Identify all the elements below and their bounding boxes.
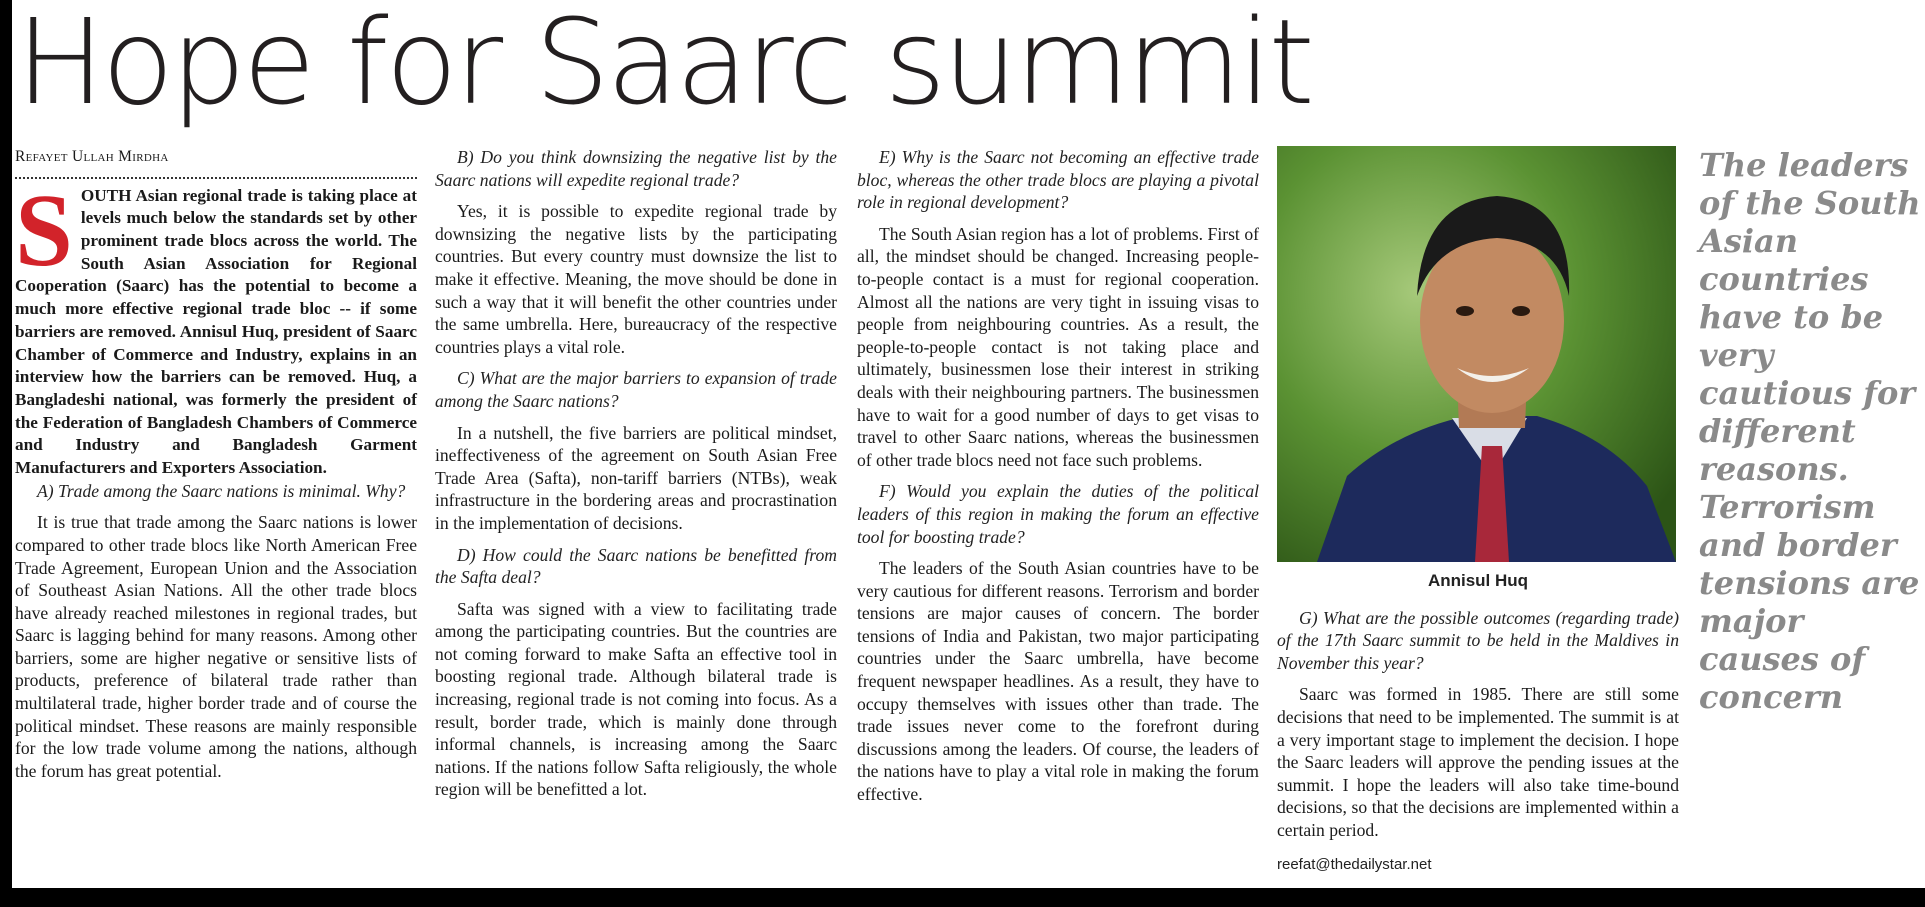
portrait-photo xyxy=(1277,146,1676,562)
answer-d: Safta was signed with a view to facilitating trade among the participating countries. But the countries are not coming forward to make Safta an effective tool in boosting regional trade. Although bilateral trade is increasing, regional trade is not coming into focus. As a result, border trade, which is mainly done through informal channels, is increasing among the Saarc nations. If the nations follow Safta religiously, the whole region will be benefitted a lot. xyxy=(435,598,837,800)
question-b: B) Do you think downsizing the negative list by the Saarc nations will expedite regional trade? xyxy=(435,147,837,190)
question-f: F) Would you explain the duties of the political leaders of this region in making the forum an effective tool for boosting trade? xyxy=(857,481,1259,547)
intro-paragraph xyxy=(15,172,417,480)
photo-caption: Annisul Huq xyxy=(1427,571,1529,590)
question-e: E) Why is the Saarc not becoming an effective trade bloc, whereas the other trade blocs are playing a pivotal role in regional development? xyxy=(857,147,1259,213)
newspaper-page xyxy=(12,0,1925,888)
column-2 xyxy=(435,146,837,810)
intro-text: OUTH Asian regional trade is taking place at levels much below the standards set by other prominent trade blocs across the world. The South Asian Association for Regional Cooperation (Saarc) has the potential to become a much more effective regional trade bloc -- if some barriers are removed. Annisul Huq, president of Saarc Chamber of Commerce and Industry, explains in an interview how the barriers can be removed. Huq, a Bangladeshi national, was formerly the president of the Federation of Bangladesh Chambers of Commerce and Industry and Bangladesh Garment Manufacturers and Exporters Association. xyxy=(15,185,417,478)
column-4 xyxy=(1277,146,1679,876)
author-email[interactable]: reefat@thedailystar.net xyxy=(1277,855,1432,873)
drop-cap: S xyxy=(15,172,73,288)
pull-quote: The leaders of the South Asian countries have to be very cautious for different reasons. Terrorism and border tensions are major causes of concern xyxy=(1699,146,1921,716)
question-g: G) What are the possible outcomes (regarding trade) of the 17th Saarc summit to be held in the Maldives in November this year? xyxy=(1277,607,1679,673)
column-3 xyxy=(857,146,1259,815)
answer-g: Saarc was formed in 1985. There are still some decisions that need to be implemented. The summit is at a very important stage to implement the decision. I hope the Saarc leaders will approve the pending issues at the summit. I hope the leaders will also take time-bound decisions, so that the decisions are implemented within a certain period. xyxy=(1277,684,1679,840)
answer-f: The leaders of the South Asian countries have to be very cautious for different reasons. Terrorism and border tensions are major causes of concern. The border tensions of India and Pakistan, two major participating countries under the Saarc umbrella, have become frequent newspaper headlines. As a result, they have to occupy themselves with issues other than trade. The trade issues never come to the forefront during discussions among the leaders. Of course, the leaders of the nations have to play a vital role in making the forum effective. xyxy=(857,558,1259,805)
question-d: D) How could the Saarc nations be benefitted from the Safta deal? xyxy=(435,544,837,588)
question-c: C) What are the major barriers to expansion of trade among the Saarc nations? xyxy=(435,368,837,411)
answer-b: Yes, it is possible to expedite regional trade by downsizing the negative lists by the participating countries. But every country must downsize the list to make it effective. Meaning, the move should be done in such a way that it will benefit the other countries under the same umbrella. Here, bureaucracy of the respective countries plays a vital role. xyxy=(435,201,837,357)
answer-a: It is true that trade among the Saarc nations is lower compared to other trade blocs like North American Free Trade Agreement, European Union and the Association of Southeast Asian Nations. All the other trade blocs have already reached milestones in regional trades, but Saarc is lagging behind for many reasons. Among other barriers, some are higher negative or sensitive lists of products, preference of bilateral trade rather than multilateral trade, higher border trade and of course the political mindset. These reasons are mainly responsible for the low trade volume among the nations, although the forum has great potential. xyxy=(15,512,417,781)
column-1 xyxy=(15,146,417,791)
byline: Refayet Ullah Mirdha xyxy=(15,146,417,179)
answer-e: The South Asian region has a lot of problems. First of all, the mindset should be changed. Increasing people-to-people contact is a must for regional cooperation. Almost all the nations are very tight in issuing visas to people from neighbouring countries. As a result, the people-to-people contact is not taking place and ultimately, businessmen lose their interest in striking deals with their neighbouring partners. The businessmen have to wait for a good number of days to get visas to travel to other Saarc nations, whereas the businessmen of other trade blocs need not face such problems. xyxy=(857,223,1259,470)
headline: Hope for Saarc summit xyxy=(16,0,1312,131)
portrait-illustration xyxy=(1277,146,1676,562)
question-a: A) Trade among the Saarc nations is minimal. Why? xyxy=(37,480,406,501)
answer-c: In a nutshell, the five barriers are political mindset, ineffectiveness of the agreement on South Asian Free Trade Area (Safta), non-tariff barriers (NTBs), weak infrastructure in the bordering areas and procrastination in the implementation of decisions. xyxy=(435,422,837,533)
